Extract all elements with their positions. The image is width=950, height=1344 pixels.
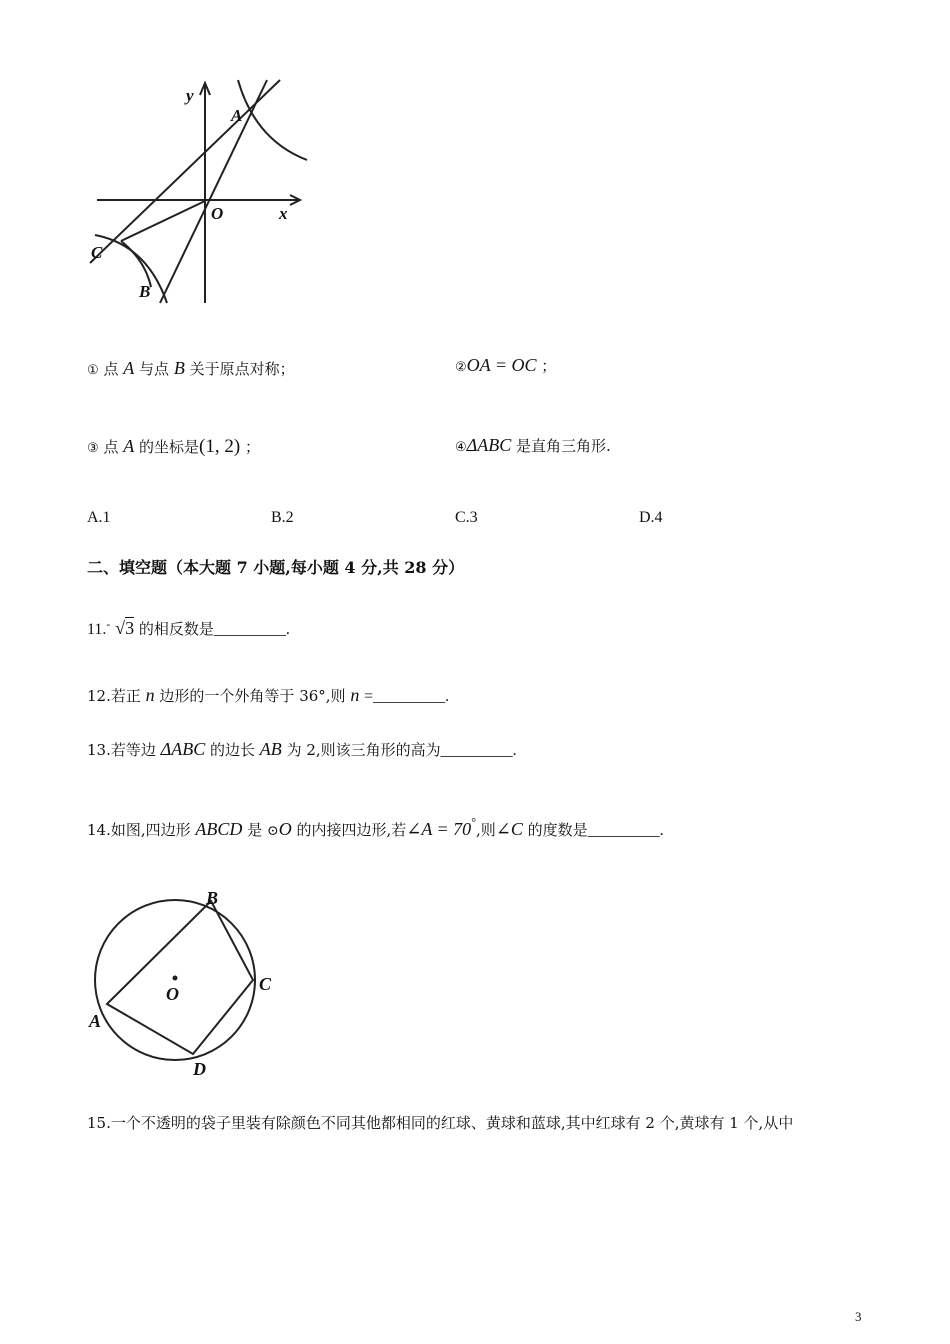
vertex-d-label: D	[193, 1059, 206, 1079]
section-heading: 二、填空题（本大题 7 小题,每小题 4 分,共 28 分）	[87, 558, 465, 577]
question-15: 15.一个不透明的袋子里装有除颜色不同其他都相同的红球、黄球和蓝球,其中红球有 2 个,黄球有 1 个,从中	[87, 1114, 794, 1132]
question-14: 14.如图,四边形 ABCD 是 ⊙O 的内接四边形,若∠A = 70°,则∠C 的度数是_________.	[87, 815, 664, 839]
center-dot	[173, 976, 178, 981]
line-ca	[90, 80, 280, 263]
y-axis-label: y	[186, 86, 194, 105]
question-12: 12.若正 n 边形的一个外角等于 36°,则 n =_________.	[87, 685, 450, 705]
statement-4: ④ΔABC 是直角三角形.	[455, 435, 611, 455]
option-a: A.1	[87, 509, 111, 526]
option-b: B.2	[271, 509, 294, 526]
hyperbola-branch-third-quadrant	[95, 235, 167, 303]
point-a-label: A	[231, 106, 243, 125]
point-b-label: B	[139, 282, 151, 301]
option-d: D.4	[639, 509, 663, 526]
vertex-c-label: C	[259, 974, 272, 994]
page-number: 3	[855, 1309, 862, 1324]
circle-figure	[85, 882, 285, 1082]
statement-3: ③ 点 A 的坐标是(1, 2) ；	[87, 436, 260, 457]
question-11: 11.- √3 的相反数是_________.	[87, 617, 290, 638]
option-c: C.3	[455, 509, 478, 526]
vertex-b-label: B	[206, 888, 219, 908]
origin-label: O	[211, 204, 224, 223]
point-c-label: C	[91, 243, 103, 262]
center-o-label: O	[166, 984, 179, 1004]
coordinate-figure	[85, 75, 315, 310]
question-13: 13.若等边 ΔABC 的边长 AB 为 2,则该三角形的高为_________.	[87, 739, 517, 759]
vertex-a-label: A	[89, 1011, 102, 1031]
x-axis-label: x	[279, 204, 288, 223]
statement-1: ① 点 A 与点 B 关于原点对称；	[87, 358, 295, 378]
statement-2: ②OA = OC ；	[455, 355, 557, 375]
